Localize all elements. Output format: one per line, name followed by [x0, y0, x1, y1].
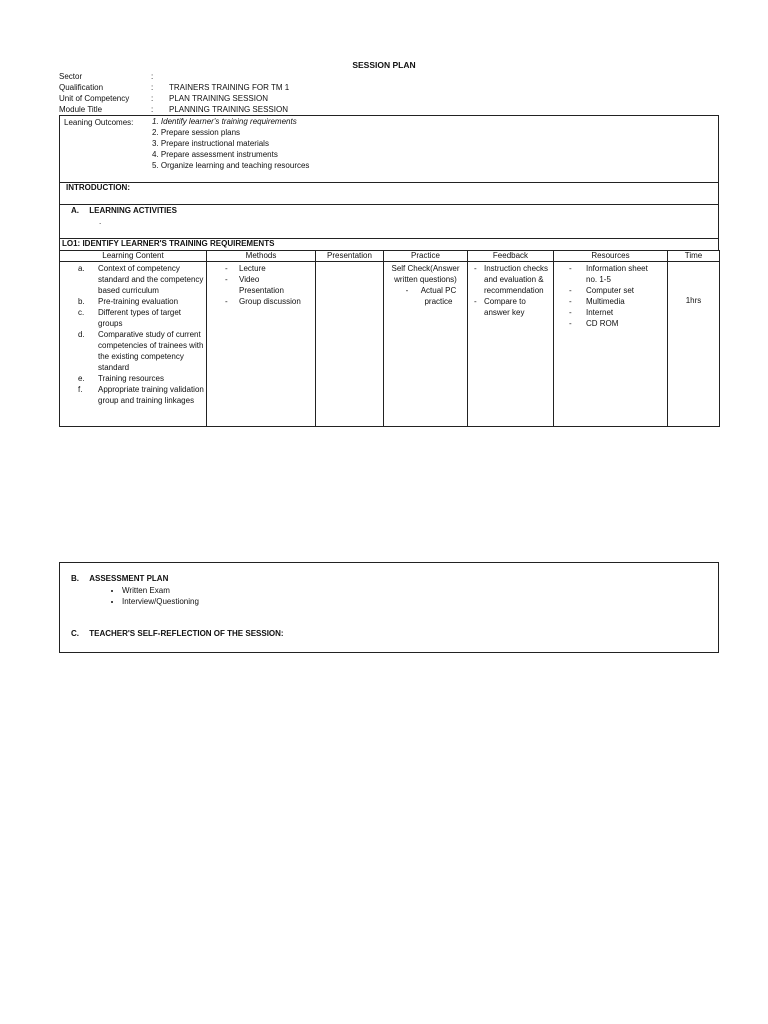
introduction-heading: INTRODUCTION:: [66, 183, 130, 192]
section-label: ASSESSMENT PLAN: [89, 574, 169, 583]
list-item: [468, 263, 553, 296]
list-item: [207, 296, 315, 307]
practice-main: Self Check(Answer written questions): [391, 264, 460, 284]
meta-label: Sector: [59, 72, 83, 81]
col-header-time: Time: [668, 251, 720, 262]
list-item: [60, 329, 206, 373]
meta-colon: :: [151, 83, 154, 92]
section-marker: B.: [71, 574, 79, 583]
learning-outcome-item: 5. Organize learning and teaching resources: [152, 161, 310, 170]
list-item: [468, 296, 553, 318]
item-marker: -: [225, 264, 228, 273]
col-header-resources: Resources: [554, 251, 668, 262]
list-item: [207, 274, 315, 296]
item-text: Information sheet no. 1-5: [586, 264, 648, 284]
table-header-row: [60, 251, 720, 262]
learning-content-list: [60, 263, 206, 406]
item-text: Training resources: [98, 374, 164, 383]
item-marker: -: [569, 308, 572, 317]
time-value: 1hrs: [685, 296, 702, 305]
item-text: Multimedia: [586, 297, 625, 306]
list-item: [60, 307, 206, 329]
list-item: [554, 307, 667, 318]
meta-value: TRAINERS TRAINING FOR TM 1: [169, 83, 290, 92]
list-item: [60, 263, 206, 296]
cell-feedback: [468, 262, 554, 427]
placeholder-dot: .: [99, 217, 102, 226]
item-text: Different types of target groups: [98, 308, 182, 328]
reflection-heading: [71, 629, 284, 638]
meta-block: [59, 71, 359, 115]
learning-outcomes-label: Leaning Outcomes:: [64, 118, 134, 127]
item-text: Instruction checks and evaluation & recommendation: [484, 264, 549, 295]
list-item: [207, 263, 315, 274]
item-text: Actual PC practice: [420, 286, 457, 306]
list-item: [60, 296, 206, 307]
meta-row-unit: [59, 93, 359, 104]
divider: [59, 204, 719, 205]
cell-presentation: [316, 262, 384, 427]
item-marker: -: [569, 297, 572, 306]
meta-colon: :: [151, 105, 154, 114]
meta-colon: :: [151, 72, 154, 81]
methods-list: [207, 263, 315, 307]
cell-resources: [554, 262, 668, 427]
col-header-feedback: Feedback: [468, 251, 554, 262]
item-marker: -: [225, 275, 228, 284]
item-text: Pre-training evaluation: [98, 297, 179, 306]
learning-outcome-item: 3. Prepare instructional materials: [152, 139, 269, 148]
section-label: TEACHER'S SELF-REFLECTION OF THE SESSION:: [89, 629, 284, 638]
list-item: [554, 263, 667, 285]
item-text: Computer set: [586, 286, 635, 295]
assessment-list: [108, 585, 199, 607]
meta-value: PLAN TRAINING SESSION: [169, 94, 268, 103]
list-item: • Interview/Questioning: [122, 596, 199, 607]
item-text: CD ROM: [586, 319, 619, 328]
cell-time: [668, 262, 720, 427]
item-text: Compare to answer key: [484, 297, 526, 317]
col-header-practice: Practice: [384, 251, 468, 262]
section-label: LEARNING ACTIVITIES: [89, 206, 177, 215]
learning-outcome-item: 2. Prepare session plans: [152, 128, 241, 137]
learning-outcomes-list: [152, 116, 309, 171]
col-header-methods: Methods: [207, 251, 316, 262]
item-text: Video Presentation: [239, 275, 284, 295]
feedback-list: [468, 263, 553, 318]
divider: [59, 182, 719, 183]
meta-value: [169, 71, 359, 82]
practice-block: [384, 262, 467, 307]
item-text: Group discussion: [239, 297, 301, 306]
section-marker: A.: [71, 206, 79, 215]
item-text: Context of competency standard and the competency based curriculum: [98, 264, 204, 295]
col-header-presentation: Presentation: [316, 251, 384, 262]
item-marker: c.: [78, 308, 85, 317]
item-text: Comparative study of current competencies of trainees with the existing competency standard: [98, 330, 204, 372]
learning-outcome-item: 1. Identify learner's training requirements: [152, 117, 297, 126]
list-item: [554, 285, 667, 296]
item-marker: d.: [78, 330, 85, 339]
item-marker: -: [569, 319, 572, 328]
cell-methods: [207, 262, 316, 427]
list-item: [60, 373, 206, 384]
meta-label: Module Title: [59, 105, 103, 114]
document-title: SESSION PLAN: [352, 60, 416, 70]
resources-list: [554, 263, 667, 329]
item-marker: -: [569, 264, 572, 273]
meta-row-qualification: [59, 82, 359, 93]
learning-outcome-item: 4. Prepare assessment instruments: [152, 150, 278, 159]
cell-practice: [384, 262, 468, 427]
meta-label: Unit of Competency: [59, 94, 130, 103]
item-marker: f.: [78, 385, 83, 394]
list-item: [60, 384, 206, 406]
item-marker: -: [405, 286, 409, 295]
lo1-title: LO1: IDENTIFY LEARNER'S TRAINING REQUIREMENTS: [62, 239, 275, 248]
item-marker: e.: [78, 374, 85, 383]
meta-row-module: [59, 104, 359, 115]
cell-learning-content: [60, 262, 207, 427]
section-marker: C.: [71, 629, 79, 638]
item-marker: b.: [78, 297, 85, 306]
item-marker: -: [225, 297, 228, 306]
session-table: [59, 250, 720, 427]
list-item: [554, 318, 667, 329]
list-item: [554, 296, 667, 307]
item-text: Internet: [586, 308, 614, 317]
learning-activities-heading: [71, 206, 177, 215]
meta-label: Qualification: [59, 83, 104, 92]
item-marker: -: [474, 297, 477, 306]
assessment-heading: [71, 574, 168, 583]
list-item: • Written Exam: [122, 585, 199, 596]
table-row: [60, 262, 720, 427]
meta-colon: :: [151, 94, 154, 103]
item-marker: a.: [78, 264, 85, 273]
item-marker: -: [474, 264, 477, 273]
item-text: Lecture: [239, 264, 266, 273]
meta-row-sector: [59, 71, 359, 82]
item-text: Appropriate training validation group and training linkages: [98, 385, 204, 405]
col-header-learning-content: Learning Content: [60, 251, 207, 262]
meta-value: PLANNING TRAINING SESSION: [169, 105, 288, 114]
item-marker: -: [569, 286, 572, 295]
practice-sub: [384, 285, 467, 307]
